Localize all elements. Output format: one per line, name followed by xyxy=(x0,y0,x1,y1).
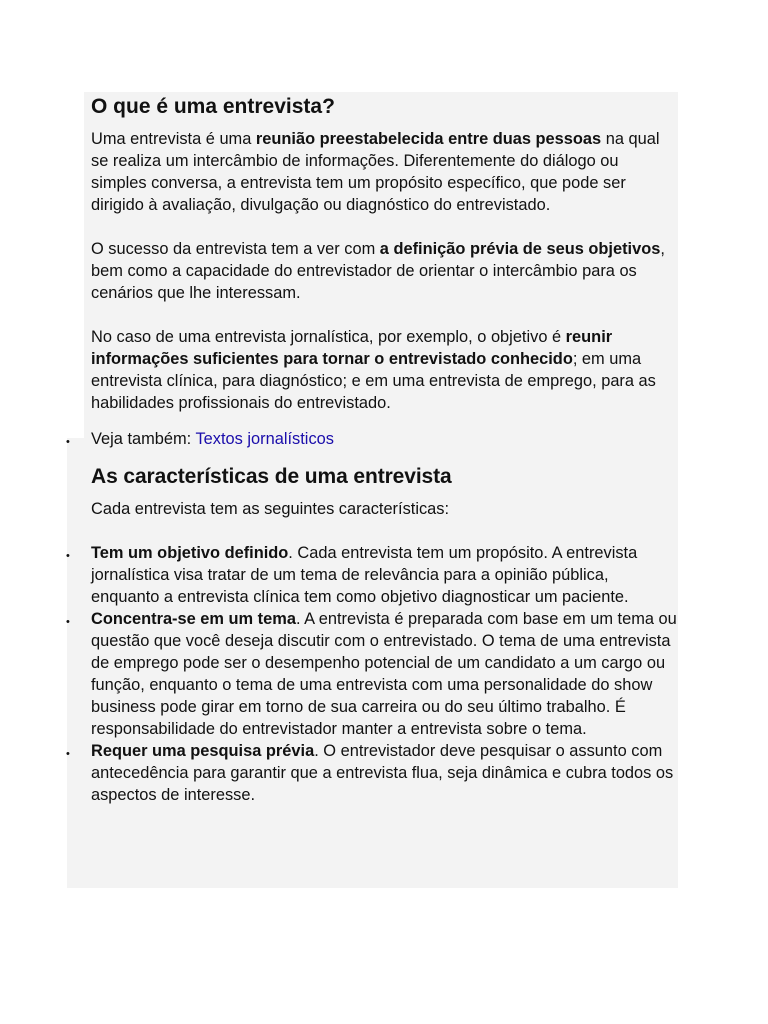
paragraph-bold-text: reunião preestabelecida entre duas pessoas xyxy=(255,130,602,148)
section-title-characteristics: As características de uma entrevista xyxy=(91,465,452,488)
section-title-what-is-interview: O que é uma entrevista? xyxy=(91,95,335,118)
paragraph-text: na qual se realiza um intercâmbio de informações. Diferentemente do diálogo ou simples conversa, a entrevista tem um propósito específico, que pode ser dirigido à avaliação, divulgação ou diagnóstico do entrevistado. xyxy=(91,130,660,214)
see-also-label: Veja também: xyxy=(91,430,196,448)
list-item-text: . O entrevistador deve pesquisar o assunto com antecedência para garantir que a entrevista flua, seja dinâmica e cubra todos os aspectos de interesse. xyxy=(91,742,674,804)
list-item xyxy=(66,608,677,740)
paragraph-text: Uma entrevista é uma xyxy=(91,130,256,148)
list-item-text: . A entrevista é preparada com base em um tema ou questão que você deseja discutir com o entrevistado. O tema de uma entrevista de emprego pode ser o desempenho potencial de um candidato a um cargo ou função, enquanto o tema de uma entrevista com uma personalidade do show business pode girar em torno de sua carreira ou do seu último trabalho. É responsabilidade do entrevistador manter a entrevista sobre o tema. xyxy=(91,610,677,738)
list-item-bold: Tem um objetivo definido xyxy=(91,544,289,562)
paragraph-journalistic-example xyxy=(91,326,677,414)
paragraph-text: No caso de uma entrevista jornalística, por exemplo, o objetivo é xyxy=(91,328,566,346)
list-item xyxy=(66,542,677,608)
paragraph-bold-text: a definição prévia de seus objetivos xyxy=(379,240,661,258)
paragraph-definition xyxy=(91,128,677,216)
paragraph-text: , bem como a capacidade do entrevistador de orientar o intercâmbio para os cenários que lhe interessam. xyxy=(91,240,665,302)
list-item xyxy=(66,740,677,806)
paragraph-text: ; em uma entrevista clínica, para diagnóstico; e em uma entrevista de emprego, para as habilidades profissionais do entrevistado. xyxy=(91,350,656,412)
bullet-icon: • xyxy=(66,436,70,448)
paragraph-bold-text: reunir informações suficientes para tornar o entrevistado conhecido xyxy=(91,328,613,368)
article-content xyxy=(66,94,677,806)
characteristics-intro: Cada entrevista tem as seguintes características: xyxy=(91,500,450,518)
see-also-item xyxy=(66,428,677,450)
list-item-bold: Requer uma pesquisa prévia xyxy=(91,742,315,760)
bullet-icon: • xyxy=(66,616,70,628)
list-item-bold: Concentra-se em um tema xyxy=(91,610,296,628)
characteristics-list xyxy=(66,542,677,806)
bullet-icon: • xyxy=(66,748,70,760)
list-item-text: . Cada entrevista tem um propósito. A entrevista jornalística visa tratar de um tema de relevância para a opinião pública, enquanto a entrevista clínica tem como objetivo diagnosticar um paciente. xyxy=(91,544,638,606)
paragraph-success xyxy=(91,238,677,304)
see-also-list xyxy=(66,428,677,450)
bullet-icon: • xyxy=(66,550,70,562)
paragraph-text: O sucesso da entrevista tem a ver com xyxy=(91,240,380,258)
see-also-link[interactable]: Textos jornalísticos xyxy=(195,430,334,448)
